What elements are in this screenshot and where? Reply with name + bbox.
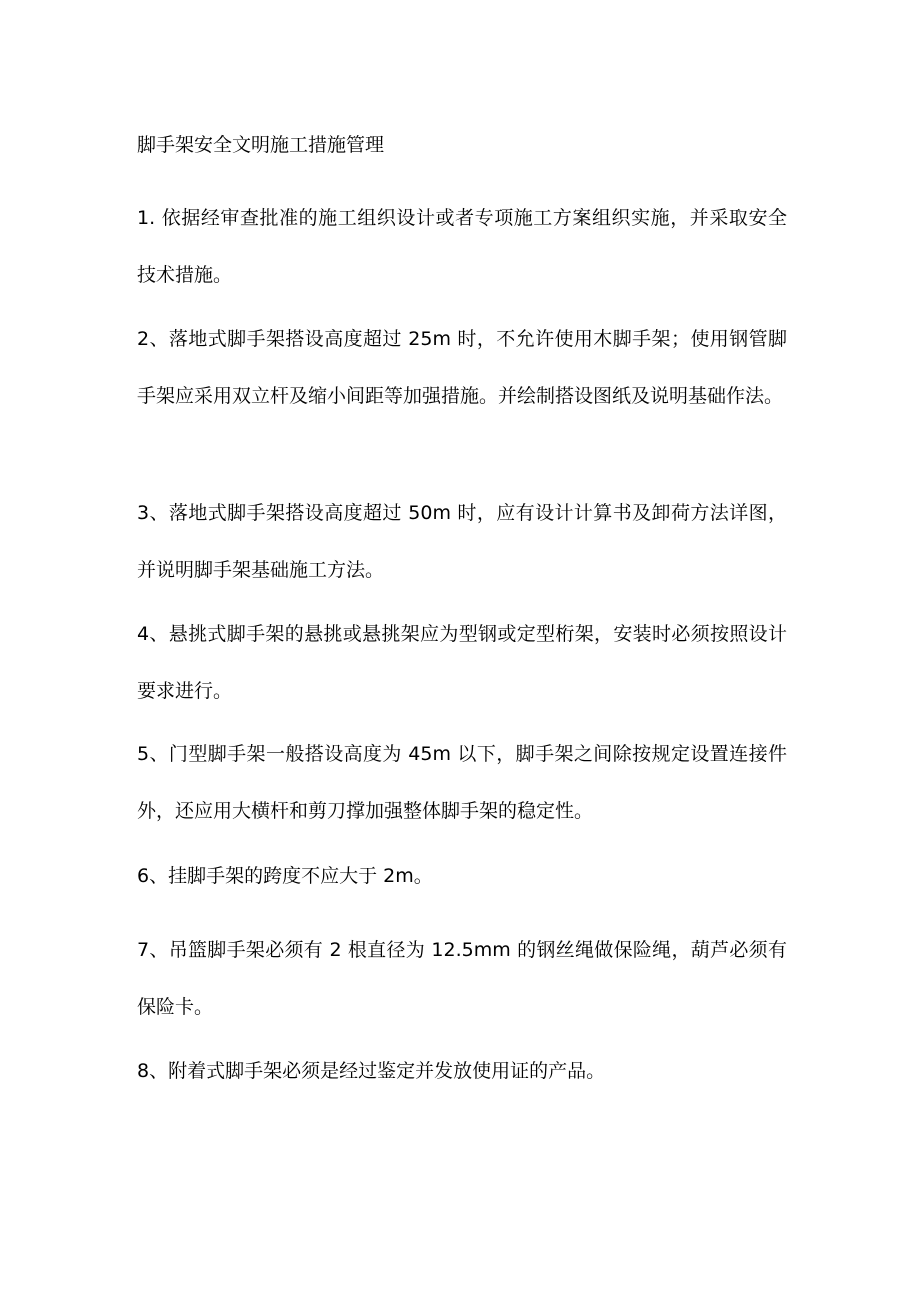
document-title: 脚手架安全文明施工措施管理 xyxy=(137,134,385,156)
paragraph-2: 2、落地式脚手架搭设高度超过 25m 时，不允许使用木脚手架；使用钢管脚手架应采用双立杆及缩小间距等加强措施。并绘制搭设图纸及说明基础作法。 xyxy=(137,328,787,407)
paragraph-6: 6、挂脚手架的跨度不应大于 2m。 xyxy=(137,865,433,887)
paragraph-1: 1. 依据经审查批准的施工组织设计或者专项施工方案组织实施，并采取安全技术措施。 xyxy=(137,207,787,286)
paragraph-4: 4、悬挑式脚手架的悬挑或悬挑架应为型钢或定型桁架，安装时必须按照设计要求进行。 xyxy=(137,623,787,702)
paragraph-8: 8、附着式脚手架必须是经过鉴定并发放使用证的产品。 xyxy=(137,1060,606,1082)
paragraph-7: 7、吊篮脚手架必须有 2 根直径为 12.5mm 的钢丝绳做保险绳，葫芦必须有保险卡。 xyxy=(137,939,787,1018)
paragraph-3: 3、落地式脚手架搭设高度超过 50m 时，应有设计计算书及卸荷方法详图，并说明脚手架基础施工方法。 xyxy=(137,502,787,581)
paragraph-5: 5、门型脚手架一般搭设高度为 45m 以下，脚手架之间除按规定设置连接件外，还应用大横杆和剪刀撑加强整体脚手架的稳定性。 xyxy=(137,743,787,822)
